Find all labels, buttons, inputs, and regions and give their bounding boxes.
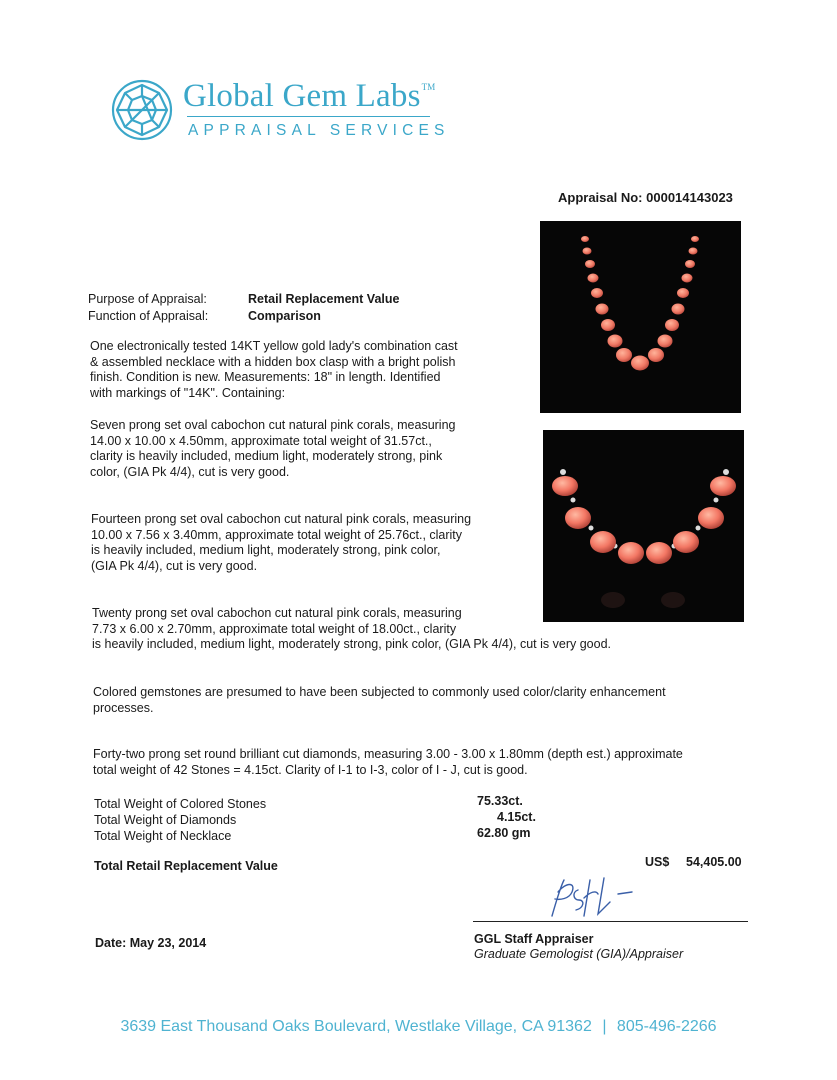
necklace-full-image bbox=[540, 221, 741, 413]
footer-separator: | bbox=[602, 1018, 607, 1035]
function-label: Function of Appraisal: bbox=[88, 309, 209, 323]
enhancement-note: Colored gemstones are presumed to have been subjected to commonly used color/clarity enhancement processes. bbox=[93, 685, 666, 715]
function-value: Comparison bbox=[248, 309, 321, 323]
total-necklace-label: Total Weight of Necklace bbox=[94, 829, 232, 843]
necklace-photo-closeup bbox=[543, 430, 744, 622]
necklace-closeup-image bbox=[543, 430, 744, 622]
total-necklace-value: 62.80 gm bbox=[477, 826, 531, 840]
gem-logo-icon bbox=[110, 78, 174, 142]
necklace-photo-full bbox=[540, 221, 741, 413]
purpose-label: Purpose of Appraisal: bbox=[88, 292, 207, 306]
logo-subtitle: APPRAISAL SERVICES bbox=[188, 122, 450, 139]
logo-divider bbox=[187, 116, 430, 117]
replacement-currency: US$ bbox=[645, 855, 670, 869]
appraisal-date: Date: May 23, 2014 bbox=[95, 936, 207, 950]
appraisal-number: Appraisal No: 000014143023 bbox=[558, 190, 733, 205]
item-description: One electronically tested 14KT yellow gold lady's combination cast & assembled necklace with a hidden box clasp with a bright polish finish. Condition is new. Measurements: 18" in length. Identified with markings of "14K". Containing: bbox=[90, 339, 458, 400]
total-diamonds-label: Total Weight of Diamonds bbox=[94, 813, 237, 827]
appraiser-title: GGL Staff Appraiser bbox=[474, 932, 594, 946]
trademark-mark: TM bbox=[421, 82, 436, 92]
diamond-description: Forty-two prong set round brilliant cut diamonds, measuring 3.00 - 3.00 x 1.80mm (depth est.) approximate total weight of 42 Stones = 4.15ct. Clarity of I-1 to I-3, color of I - J, cut is good. bbox=[93, 747, 683, 777]
total-diamonds-value: 4.15ct. bbox=[497, 810, 536, 824]
purpose-value: Retail Replacement Value bbox=[248, 292, 400, 306]
total-colored-stones-value: 75.33ct. bbox=[477, 794, 523, 808]
replacement-value: 54,405.00 bbox=[686, 855, 742, 869]
replacement-value-label: Total Retail Replacement Value bbox=[94, 859, 278, 873]
footer-contact bbox=[0, 1018, 837, 1036]
footer-address: 3639 East Thousand Oaks Boulevard, Westlake Village, CA 91362 bbox=[120, 1018, 592, 1035]
logo-title: Global Gem Labs™ bbox=[183, 78, 436, 114]
footer-phone: 805-496-2266 bbox=[616, 1018, 717, 1035]
appraiser-credential: Graduate Gemologist (GIA)/Appraiser bbox=[474, 947, 684, 961]
signature-line bbox=[473, 921, 748, 922]
stone-description-3: Twenty prong set oval cabochon cut natural pink corals, measuring 7.73 x 6.00 x 2.70mm, approximate total weight of 18.00ct., clarity is heavily included, medium light, moderately strong, pink color, (GIA Pk 4/4), cut is very good. bbox=[92, 606, 611, 651]
total-colored-stones-label: Total Weight of Colored Stones bbox=[94, 797, 267, 811]
appraiser-signature bbox=[540, 872, 650, 924]
stone-description-2: Fourteen prong set oval cabochon cut natural pink corals, measuring 10.00 x 7.56 x 3.40mm, approximate total weight of 25.76ct., clarity is heavily included, medium light, moderately strong, pink color, (GIA Pk 4/4), cut is very good. bbox=[91, 512, 472, 573]
stone-description-1: Seven prong set oval cabochon cut natural pink corals, measuring 14.00 x 10.00 x 4.50mm, approximate total weight of 31.57ct., clarity is heavily included, medium light, moderately strong, pink color, (GIA Pk 4/4), cut is very good. bbox=[90, 418, 456, 479]
